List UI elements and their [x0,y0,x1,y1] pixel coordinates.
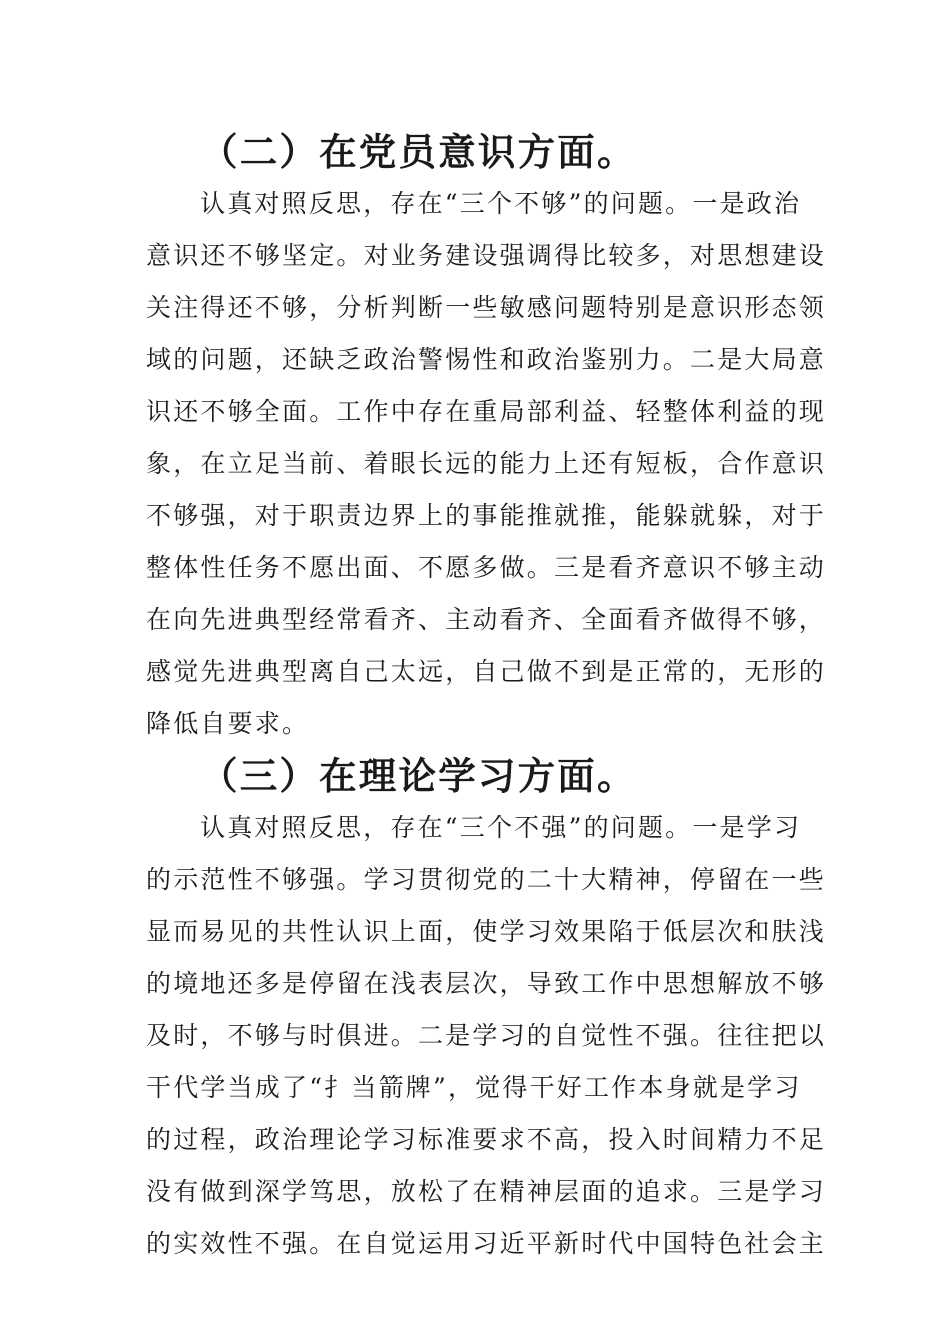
text-line: 的过程，政治理论学习标准要求不高，投入时间精力不足 [146,1125,827,1154]
text-line: 的境地还多是停留在浅表层次，导致工作中思想解放不够 [146,969,827,998]
text-line: 认真对照反思，存在“三个不强”的问题。一是学习 [200,813,802,842]
text-line: 域的问题，还缺乏政治警惕性和政治鉴别力。二是大局意 [146,345,827,374]
section-paragraph [146,802,827,1270]
text-line: 的示范性不够强。学习贯彻党的二十大精神，停留在一些 [146,865,827,894]
text-line: 关注得还不够，分析判断一些敏感问题特别是意识形态领 [146,293,827,322]
document-body [146,126,827,1270]
section-heading: （三）在理论学习方面。 [200,754,637,798]
text-line: 不够强，对于职责边界上的事能推就推，能躲就躲，对于 [146,501,827,530]
text-line: 显而易见的共性认识上面，使学习效果陷于低层次和肤浅 [146,917,827,946]
text-line: 的实效性不强。在自觉运用习近平新时代中国特色社会主 [146,1229,827,1258]
text-line: 干代学当成了“扌当箭牌”，觉得干好工作本身就是学习 [146,1073,802,1102]
text-line: 意识还不够坚定。对业务建设强调得比较多，对思想建设 [146,241,827,270]
text-line: 及时，不够与时俱进。二是学习的自觉性不强。往往把以 [146,1021,827,1050]
text-line: 降低自要求。 [146,709,310,738]
text-line: 象，在立足当前、着眼长远的能力上还有短板，合作意识 [146,449,827,478]
text-line: 识还不够全面。工作中存在重局部利益、轻整体利益的现 [146,397,827,426]
section-heading: （二）在党员意识方面。 [200,130,637,174]
text-line: 感觉先进典型离自己太远，自己做不到是正常的，无形的 [146,657,827,686]
text-line: 认真对照反思，存在“三个不够”的问题。一是政治 [200,189,802,218]
text-line: 在向先进典型经常看齐、主动看齐、全面看齐做得不够， [146,605,827,634]
section-paragraph [146,178,827,750]
text-line: 没有做到深学笃思，放松了在精神层面的追求。三是学习 [146,1177,827,1206]
text-line: 整体性任务不愿出面、不愿多做。三是看齐意识不够主动 [146,553,827,582]
